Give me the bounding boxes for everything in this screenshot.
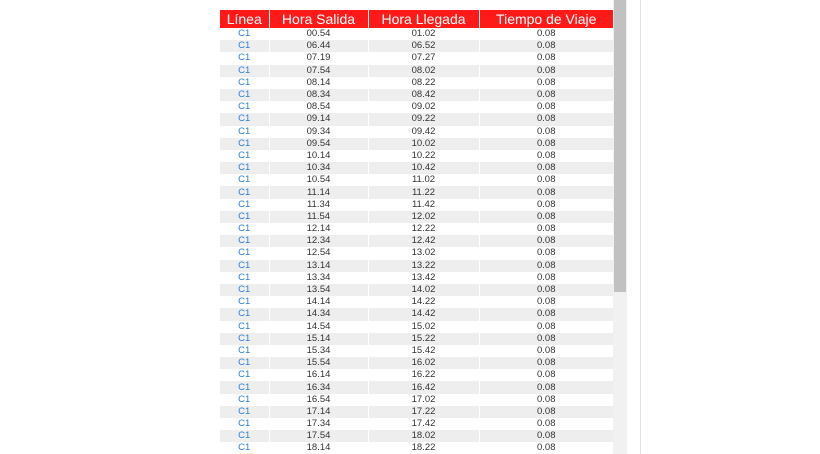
table-row [220, 272, 613, 284]
table-row [220, 345, 613, 357]
table-row [220, 77, 613, 89]
cell-tiempo-viaje: 0.08 [479, 235, 613, 247]
cell-linea[interactable]: C1 [220, 284, 269, 296]
cell-hora-salida: 09.14 [269, 113, 368, 125]
content-divider [640, 0, 641, 454]
table-row [220, 126, 613, 138]
cell-hora-llegada: 16.42 [368, 381, 479, 393]
cell-hora-salida: 08.34 [269, 89, 368, 101]
table-row [220, 211, 613, 223]
cell-linea[interactable]: C1 [220, 186, 269, 198]
cell-hora-llegada: 11.22 [368, 186, 479, 198]
cell-hora-salida: 14.54 [269, 321, 368, 333]
cell-hora-llegada: 06.52 [368, 40, 479, 52]
cell-linea[interactable]: C1 [220, 89, 269, 101]
cell-hora-llegada: 07.27 [368, 52, 479, 64]
cell-linea[interactable]: C1 [238, 320, 251, 332]
cell-tiempo-viaje: 0.08 [479, 406, 613, 418]
schedule-table-body [220, 28, 613, 454]
cell-linea[interactable]: C1 [238, 125, 251, 137]
cell-tiempo-viaje: 0.08 [479, 308, 613, 320]
cell-hora-llegada: 16.22 [368, 369, 479, 381]
cell-hora-salida: 17.14 [269, 406, 368, 418]
cell-linea[interactable]: C1 [238, 198, 251, 210]
table-row [220, 333, 613, 345]
cell-tiempo-viaje: 0.08 [479, 321, 613, 333]
cell-linea[interactable]: C1 [220, 40, 269, 52]
cell-hora-salida: 06.44 [269, 40, 368, 52]
schedule-panel [220, 0, 613, 454]
cell-hora-llegada: 09.42 [368, 126, 479, 138]
table-row [220, 101, 613, 113]
cell-linea[interactable]: C1 [238, 442, 251, 454]
table-row [220, 138, 613, 150]
cell-hora-salida: 16.54 [269, 394, 368, 406]
table-row [220, 369, 613, 381]
table-row [220, 284, 613, 296]
cell-hora-salida: 10.34 [269, 162, 368, 174]
cell-hora-salida: 00.54 [269, 28, 368, 40]
cell-hora-salida: 10.14 [269, 150, 368, 162]
cell-tiempo-viaje: 0.08 [479, 211, 613, 223]
cell-tiempo-viaje: 0.08 [479, 138, 613, 150]
cell-tiempo-viaje: 0.08 [479, 260, 613, 272]
cell-linea[interactable]: C1 [220, 430, 269, 442]
table-row [220, 308, 613, 320]
cell-hora-llegada: 18.02 [368, 430, 479, 442]
cell-hora-salida: 09.54 [269, 138, 368, 150]
cell-hora-salida: 13.34 [269, 272, 368, 284]
cell-tiempo-viaje: 0.08 [479, 284, 613, 296]
cell-tiempo-viaje: 0.08 [479, 333, 613, 345]
cell-hora-salida: 16.34 [269, 381, 368, 393]
table-row [220, 418, 613, 430]
cell-linea[interactable]: C1 [238, 28, 251, 40]
cell-hora-llegada: 17.22 [368, 406, 479, 418]
table-row [220, 235, 613, 247]
cell-hora-salida: 15.14 [269, 333, 368, 345]
cell-linea[interactable]: C1 [220, 381, 269, 393]
table-row [220, 113, 613, 125]
cell-tiempo-viaje: 0.08 [479, 430, 613, 442]
cell-hora-llegada: 14.42 [368, 308, 479, 320]
cell-hora-llegada: 11.42 [368, 199, 479, 211]
cell-hora-llegada: 08.02 [368, 65, 479, 77]
cell-hora-llegada: 13.02 [368, 247, 479, 259]
table-row [220, 394, 613, 406]
cell-hora-salida: 15.54 [269, 357, 368, 369]
cell-hora-salida: 17.34 [269, 418, 368, 430]
cell-hora-llegada: 13.22 [368, 260, 479, 272]
cell-linea[interactable]: C1 [238, 247, 251, 259]
header-row [220, 10, 613, 28]
cell-hora-llegada: 12.02 [368, 211, 479, 223]
table-row [220, 381, 613, 393]
cell-hora-salida: 12.54 [269, 247, 368, 259]
cell-linea[interactable]: C1 [238, 101, 251, 113]
cell-linea[interactable]: C1 [220, 113, 269, 125]
table-row [220, 162, 613, 174]
cell-linea[interactable]: C1 [238, 369, 251, 381]
cell-tiempo-viaje: 0.08 [479, 174, 613, 186]
table-row [220, 321, 613, 333]
cell-hora-llegada: 10.42 [368, 162, 479, 174]
cell-hora-salida: 11.54 [269, 211, 368, 223]
cell-hora-llegada: 08.42 [368, 89, 479, 101]
cell-hora-llegada: 10.02 [368, 138, 479, 150]
cell-linea[interactable]: C1 [220, 406, 269, 418]
cell-hora-salida: 10.54 [269, 174, 368, 186]
cell-tiempo-viaje: 0.08 [479, 162, 613, 174]
cell-hora-llegada: 09.22 [368, 113, 479, 125]
cell-linea[interactable]: C1 [220, 211, 269, 223]
table-row [220, 430, 613, 442]
vertical-scrollbar[interactable] [613, 0, 627, 454]
header-hora-salida: Hora Salida [269, 10, 368, 28]
cell-tiempo-viaje: 0.08 [479, 223, 613, 235]
cell-hora-llegada: 09.02 [368, 101, 479, 113]
cell-hora-llegada: 15.22 [368, 333, 479, 345]
table-row [220, 89, 613, 101]
cell-tiempo-viaje: 0.08 [479, 199, 613, 211]
cell-hora-salida: 12.14 [269, 223, 368, 235]
cell-tiempo-viaje: 0.08 [479, 418, 613, 430]
table-row [220, 28, 613, 40]
cell-tiempo-viaje: 0.08 [479, 369, 613, 381]
schedule-table-header [220, 10, 613, 28]
cell-hora-llegada: 08.22 [368, 77, 479, 89]
cell-linea[interactable]: C1 [238, 174, 251, 186]
table-row [220, 52, 613, 64]
cell-linea[interactable]: C1 [238, 76, 251, 88]
cell-hora-salida: 11.34 [269, 199, 368, 211]
cell-hora-llegada: 12.22 [368, 223, 479, 235]
cell-hora-salida: 12.34 [269, 235, 368, 247]
cell-hora-llegada: 16.02 [368, 357, 479, 369]
cell-linea[interactable]: C1 [220, 235, 269, 247]
cell-linea[interactable]: C1 [220, 138, 269, 150]
header-linea: Línea [220, 10, 269, 28]
cell-hora-salida: 16.14 [269, 369, 368, 381]
cell-tiempo-viaje: 0.08 [479, 150, 613, 162]
table-row [220, 357, 613, 369]
cell-linea[interactable]: C1 [220, 260, 269, 272]
table-row [220, 442, 613, 454]
cell-hora-salida: 14.34 [269, 308, 368, 320]
table-row [220, 406, 613, 418]
table-row [220, 186, 613, 198]
cell-tiempo-viaje: 0.08 [479, 89, 613, 101]
cell-hora-salida: 07.19 [269, 52, 368, 64]
cell-hora-salida: 13.54 [269, 284, 368, 296]
table-row [220, 150, 613, 162]
table-row [220, 296, 613, 308]
cell-linea[interactable]: C1 [238, 393, 251, 405]
cell-linea[interactable]: C1 [220, 357, 269, 369]
cell-hora-salida: 18.14 [269, 442, 368, 454]
cell-linea[interactable]: C1 [238, 418, 251, 430]
cell-tiempo-viaje: 0.08 [479, 77, 613, 89]
cell-hora-salida: 09.34 [269, 126, 368, 138]
cell-linea[interactable]: C1 [220, 333, 269, 345]
cell-tiempo-viaje: 0.08 [479, 357, 613, 369]
cell-linea[interactable]: C1 [238, 52, 251, 64]
cell-linea[interactable]: C1 [238, 296, 251, 308]
cell-hora-salida: 08.14 [269, 77, 368, 89]
cell-tiempo-viaje: 0.08 [479, 113, 613, 125]
cell-hora-llegada: 15.42 [368, 345, 479, 357]
cell-hora-llegada: 18.22 [368, 442, 479, 454]
table-row [220, 247, 613, 259]
schedule-table [220, 10, 613, 454]
cell-hora-llegada: 12.42 [368, 235, 479, 247]
cell-hora-llegada: 13.42 [368, 272, 479, 284]
cell-hora-salida: 08.54 [269, 101, 368, 113]
cell-tiempo-viaje: 0.08 [479, 442, 613, 454]
table-row [220, 40, 613, 52]
cell-tiempo-viaje: 0.08 [479, 28, 613, 40]
table-row [220, 223, 613, 235]
cell-hora-salida: 15.34 [269, 345, 368, 357]
cell-hora-salida: 14.14 [269, 296, 368, 308]
cell-tiempo-viaje: 0.08 [479, 394, 613, 406]
cell-hora-salida: 11.14 [269, 186, 368, 198]
cell-linea[interactable]: C1 [238, 344, 251, 356]
cell-tiempo-viaje: 0.08 [479, 40, 613, 52]
cell-linea[interactable]: C1 [220, 162, 269, 174]
cell-hora-salida: 17.54 [269, 430, 368, 442]
cell-tiempo-viaje: 0.08 [479, 247, 613, 259]
cell-linea[interactable]: C1 [238, 223, 251, 235]
cell-tiempo-viaje: 0.08 [479, 296, 613, 308]
cell-hora-llegada: 17.42 [368, 418, 479, 430]
cell-tiempo-viaje: 0.08 [479, 186, 613, 198]
cell-hora-salida: 07.54 [269, 65, 368, 77]
cell-linea[interactable]: C1 [238, 149, 251, 161]
cell-hora-llegada: 15.02 [368, 321, 479, 333]
cell-tiempo-viaje: 0.08 [479, 52, 613, 64]
scrollbar-thumb[interactable] [614, 0, 626, 292]
cell-tiempo-viaje: 0.08 [479, 65, 613, 77]
header-tiempo-viaje: Tiempo de Viaje [479, 10, 613, 28]
cell-hora-llegada: 14.22 [368, 296, 479, 308]
cell-hora-llegada: 10.22 [368, 150, 479, 162]
table-row [220, 174, 613, 186]
cell-linea[interactable]: C1 [238, 271, 251, 283]
cell-linea[interactable]: C1 [220, 308, 269, 320]
cell-linea[interactable]: C1 [220, 65, 269, 77]
cell-tiempo-viaje: 0.08 [479, 101, 613, 113]
table-row [220, 199, 613, 211]
header-hora-llegada: Hora Llegada [368, 10, 479, 28]
cell-hora-llegada: 11.02 [368, 174, 479, 186]
cell-hora-llegada: 14.02 [368, 284, 479, 296]
cell-tiempo-viaje: 0.08 [479, 126, 613, 138]
cell-hora-llegada: 01.02 [368, 28, 479, 40]
cell-tiempo-viaje: 0.08 [479, 345, 613, 357]
cell-tiempo-viaje: 0.08 [479, 381, 613, 393]
table-row [220, 65, 613, 77]
cell-hora-salida: 13.14 [269, 260, 368, 272]
table-row [220, 260, 613, 272]
cell-tiempo-viaje: 0.08 [479, 272, 613, 284]
cell-hora-llegada: 17.02 [368, 394, 479, 406]
